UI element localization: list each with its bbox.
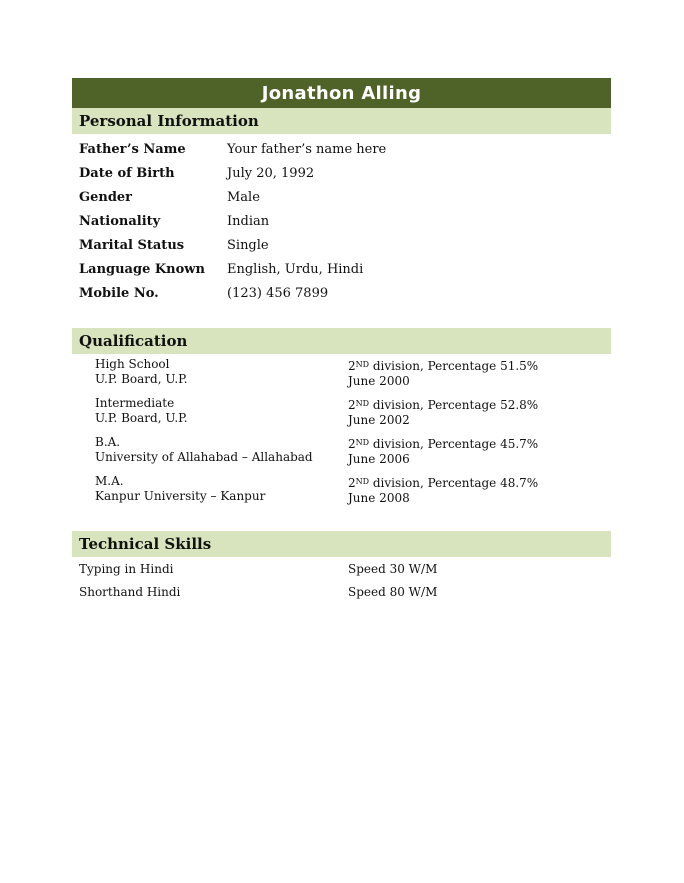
qualification-item (72, 435, 611, 467)
info-row-marital-status (72, 233, 611, 257)
division: 2ND division, Percentage 45.7% (348, 437, 539, 451)
candidate-name: Jonathon Alling (261, 82, 422, 104)
skill-speed: Speed 80 W/M (348, 584, 438, 599)
info-row-language (72, 257, 611, 281)
resume-page (72, 78, 611, 603)
date: June 2006 (348, 452, 410, 466)
qualification-list (72, 354, 611, 506)
section-title: Qualification (79, 332, 188, 350)
info-row-fathers-name (72, 137, 611, 161)
division: 2ND division, Percentage 52.8% (348, 398, 539, 412)
info-row-gender (72, 185, 611, 209)
info-value: Male (227, 189, 260, 205)
section-title: Technical Skills (79, 535, 212, 553)
info-row-date-of-birth (72, 161, 611, 185)
info-row-mobile (72, 281, 611, 305)
info-label: Language Known (79, 261, 205, 277)
date: June 2000 (348, 374, 410, 388)
info-value: July 20, 1992 (227, 165, 315, 181)
board: U.P. Board, U.P. (95, 411, 188, 425)
name-title-bar (72, 78, 611, 108)
skill-name: Typing in Hindi (79, 561, 174, 576)
personal-info-list (72, 134, 611, 305)
date: June 2008 (348, 491, 410, 505)
info-value: Your father’s name here (227, 141, 387, 157)
skill-name: Shorthand Hindi (79, 584, 181, 599)
section-title: Personal Information (79, 112, 259, 130)
section-header-personal (72, 108, 611, 134)
division: 2ND division, Percentage 48.7% (348, 476, 539, 490)
board: U.P. Board, U.P. (95, 372, 188, 386)
board: Kanpur University – Kanpur (95, 489, 266, 503)
info-label: Gender (79, 189, 133, 205)
info-value: Indian (227, 213, 270, 229)
division: 2ND division, Percentage 51.5% (348, 359, 539, 373)
degree: Intermediate (95, 396, 175, 410)
degree: M.A. (95, 474, 124, 488)
info-value: English, Urdu, Hindi (227, 261, 364, 277)
qualification-item (72, 474, 611, 506)
info-label: Father’s Name (79, 141, 186, 157)
skill-item (72, 580, 611, 603)
date: June 2002 (348, 413, 410, 427)
skills-list (72, 557, 611, 603)
qualification-item (72, 396, 611, 428)
board: University of Allahabad – Allahabad (95, 450, 313, 464)
info-value: Single (227, 237, 269, 253)
skill-speed: Speed 30 W/M (348, 561, 438, 576)
section-header-qualification (72, 328, 611, 354)
info-label: Marital Status (79, 237, 185, 253)
qualification-item (72, 357, 611, 389)
info-label: Nationality (79, 213, 161, 229)
section-header-skills (72, 531, 611, 557)
info-label: Mobile No. (79, 285, 159, 301)
degree: High School (95, 357, 170, 371)
degree: B.A. (95, 435, 121, 449)
info-label: Date of Birth (79, 165, 175, 181)
info-value: (123) 456 7899 (227, 285, 329, 301)
skill-item (72, 557, 611, 580)
info-row-nationality (72, 209, 611, 233)
